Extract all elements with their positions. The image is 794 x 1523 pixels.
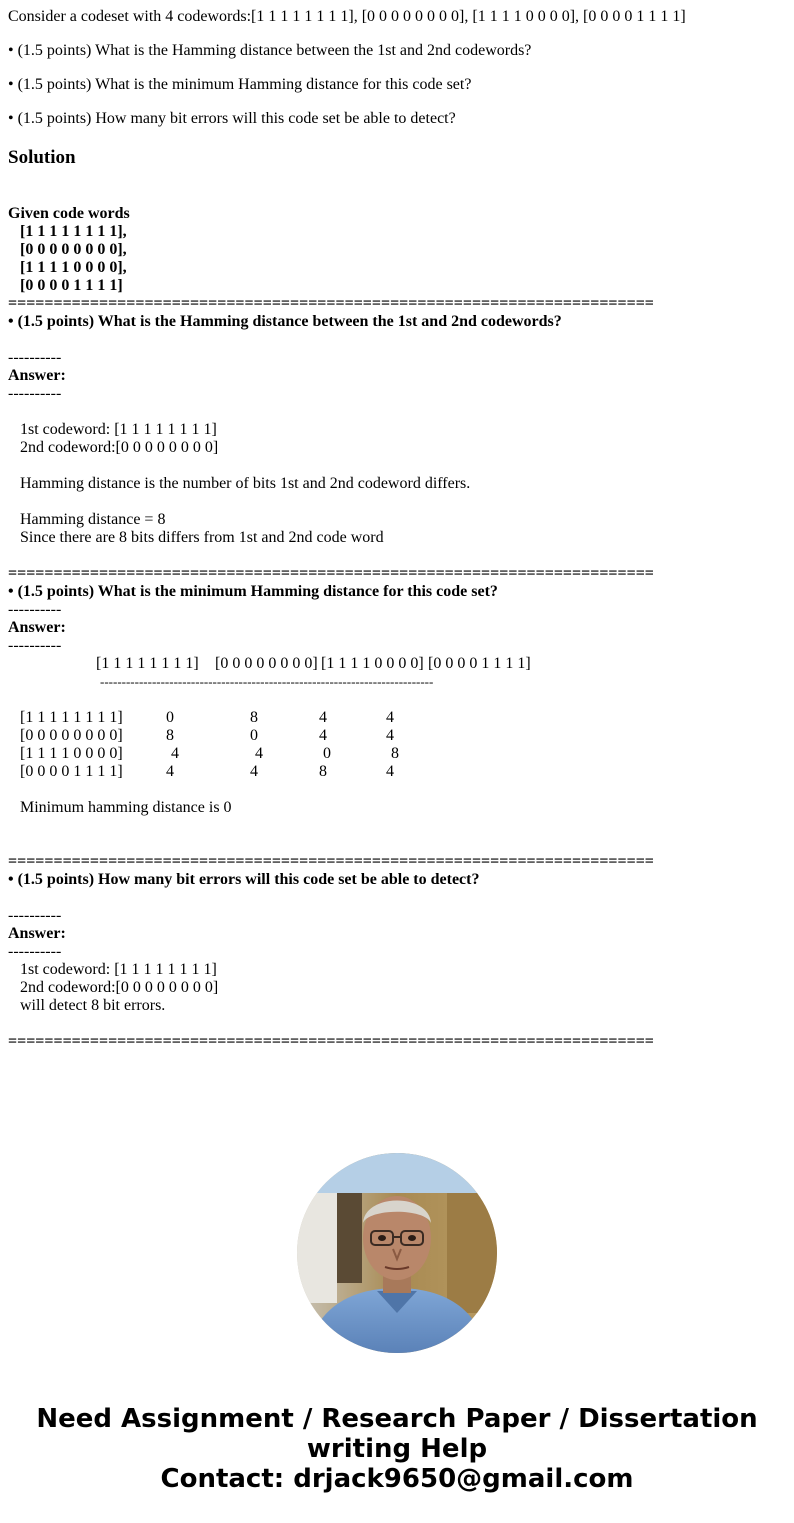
cell: 4: [386, 727, 394, 744]
table-row: [8, 763, 788, 781]
cell: 0: [323, 745, 331, 762]
cell: 4: [386, 709, 394, 726]
cell: 8: [391, 745, 399, 762]
header-col-2: [0 0 0 0 0 0 0 0]: [215, 655, 318, 672]
header-col-1: [1 1 1 1 1 1 1 1]: [96, 655, 199, 672]
cell: 8: [166, 727, 174, 744]
cell: 4: [250, 763, 258, 780]
part3-line2: 2nd codeword:[0 0 0 0 0 0 0 0]: [20, 979, 219, 996]
cell: 4: [166, 763, 174, 780]
promo-banner: [0, 1404, 794, 1494]
separator: =======================================================================: [8, 853, 654, 870]
part3-line1: 1st codeword: [1 1 1 1 1 1 1 1]: [20, 961, 217, 978]
given-codeword-3: [1 1 1 1 0 0 0 0],: [20, 259, 127, 276]
given-label: Given code words: [8, 205, 130, 222]
part1-line5: Since there are 8 bits differs from 1st and 2nd code word: [20, 529, 384, 546]
row-label: [1 1 1 1 0 0 0 0]: [20, 745, 123, 762]
distance-table-rule: [8, 673, 788, 691]
answer-label: Answer:: [8, 925, 66, 942]
question-2: • (1.5 points) What is the minimum Hamming distance for this code set?: [8, 76, 472, 93]
cell: 4: [255, 745, 263, 762]
part2-question: • (1.5 points) What is the minimum Hamming distance for this code set?: [8, 583, 498, 600]
given-codeword-4: [0 0 0 0 1 1 1 1]: [20, 277, 123, 294]
separator: =======================================================================: [8, 295, 654, 312]
cell: 8: [250, 709, 258, 726]
dashes: ----------: [8, 943, 62, 960]
part1-line3: Hamming distance is the number of bits 1st and 2nd codeword differs.: [20, 475, 471, 492]
author-avatar: [297, 1153, 497, 1353]
header-col-4: [0 0 0 0 1 1 1 1]: [428, 655, 531, 672]
dashes: ----------: [8, 349, 62, 366]
part1-line1: 1st codeword: [1 1 1 1 1 1 1 1]: [20, 421, 217, 438]
promo-line-1: Need Assignment / Research Paper / Dissertation: [36, 1404, 758, 1434]
part2-conclusion: Minimum hamming distance is 0: [20, 799, 232, 816]
dashes: ----------: [8, 601, 62, 618]
question-intro: Consider a codeset with 4 codewords:[1 1 1 1 1 1 1 1], [0 0 0 0 0 0 0 0], [1 1 1 1 0 0 0 0], [0 0 0 0 1 1 1 1]: [8, 8, 686, 25]
part3-line3: will detect 8 bit errors.: [20, 997, 166, 1014]
table-row: [8, 709, 788, 727]
distance-table-header: [8, 655, 788, 673]
row-label: [1 1 1 1 1 1 1 1]: [20, 709, 123, 726]
given-codeword-2: [0 0 0 0 0 0 0 0],: [20, 241, 127, 258]
cell: 4: [386, 763, 394, 780]
question-3: • (1.5 points) How many bit errors will this code set be able to detect?: [8, 110, 456, 127]
table-rule: -----------------------------------------------------------------------------: [100, 674, 434, 689]
solution-heading: Solution: [8, 147, 76, 168]
cell: 0: [250, 727, 258, 744]
part1-line4: Hamming distance = 8: [20, 511, 166, 528]
given-codeword-1: [1 1 1 1 1 1 1 1],: [20, 223, 127, 240]
part3-question: • (1.5 points) How many bit errors will this code set be able to detect?: [8, 871, 480, 888]
answer-label: Answer:: [8, 367, 66, 384]
separator: =======================================================================: [8, 1033, 654, 1050]
dashes: ----------: [8, 907, 62, 924]
promo-contact[interactable]: Contact: drjack9650@gmail.com: [160, 1464, 634, 1494]
table-row: [8, 727, 788, 745]
row-label: [0 0 0 0 0 0 0 0]: [20, 727, 123, 744]
dashes: ----------: [8, 385, 62, 402]
separator: =======================================================================: [8, 565, 654, 582]
dashes: ----------: [8, 637, 62, 654]
part1-line2: 2nd codeword:[0 0 0 0 0 0 0 0]: [20, 439, 219, 456]
cell: 0: [166, 709, 174, 726]
cell: 4: [319, 727, 327, 744]
part1-question: • (1.5 points) What is the Hamming distance between the 1st and 2nd codewords?: [8, 313, 562, 330]
answer-label: Answer:: [8, 619, 66, 636]
cell: 8: [319, 763, 327, 780]
row-label: [0 0 0 0 1 1 1 1]: [20, 763, 123, 780]
cell: 4: [171, 745, 179, 762]
question-1: • (1.5 points) What is the Hamming distance between the 1st and 2nd codewords?: [8, 42, 532, 59]
promo-line-2: writing Help: [306, 1434, 488, 1464]
header-col-3: [1 1 1 1 0 0 0 0]: [321, 655, 424, 672]
table-row: [8, 745, 788, 763]
cell: 4: [319, 709, 327, 726]
